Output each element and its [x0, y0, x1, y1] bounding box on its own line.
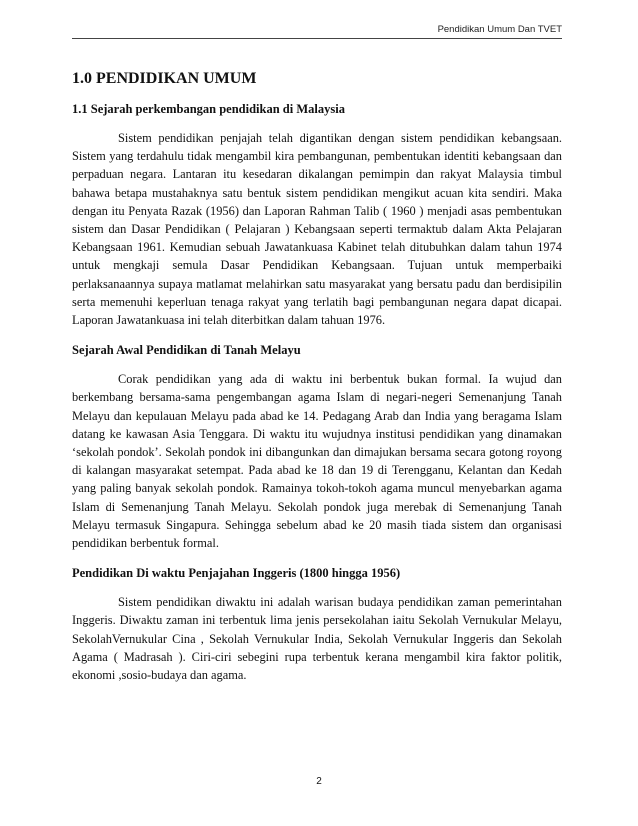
running-header: Pendidikan Umum Dan TVET [437, 24, 562, 35]
page-content [72, 70, 562, 698]
chapter-title: 1.0 PENDIDIKAN UMUM [72, 70, 257, 87]
subsection-title-early-education: Sejarah Awal Pendidikan di Tanah Melayu [72, 343, 301, 358]
subsection-title-colonial-education: Pendidikan Di waktu Penjajahan Inggeris (1800 hingga 1956) [72, 566, 401, 581]
section-paragraph: Sistem pendidikan penjajah telah digantikan dengan sistem pendidikan kebangsaan. Sistem yang terdahulu tidak mengambil kira pembangunan, pembentukan identiti kebangsaan dan perpaduan negara. Lantaran itu kesedaran dikalangan pemimpin dan rakyat Malaysia timbul bahawa betapa mustahaknya satu bentuk sistem pendidikan mengikut acuan kita sendiri. Maka dengan itu Penyata Razak (1956) dan Laporan Rahman Talib ( 1960 ) menjadi asas pembentukan sistem dan Dasar Pendidikan ( Pelajaran ) Kebangsaan seperti termaktub dalam Akta Pelajaran Kebangsaan 1961. Kemudian sebuah Jawatankuasa Kabinet telah ditubuhkan dalam tahun 1974 untuk mengkaji semula Dasar Pendidikan Kebangsaan. Tujuan untuk memperbaiki perlaksanaannya supaya matlamat melahirkan satu masyarakat yang bersatu padu dan berdisipilin serta memenuhi keperluan tenaga rakyat yang terlatih bagi pembangunan negara dapat dicapai. Laporan Jawatankuasa ini telah diterbitkan dalam tahuan 1976. [72, 131, 562, 328]
page-number: 2 [316, 776, 322, 787]
subsection-paragraph-early-education: Corak pendidikan yang ada di waktu ini berbentuk bukan formal. Ia wujud dan berkembang bersama-sama pengembangan agama Islam di negari-negeri Semenanjung Tanah Melayu dan kepulauan Melayu pada abad ke 14. Pedagang Arab dan India yang beragama Islam datang ke kawasan Asia Tenggara. Di waktu itu wujudnya institusi pendidikan yang dinamakan ‘sekolah pondok’. Sekolah pondok ini dibangunkan dan dimajukan bersama secara gotong royong di kalangan masyarakat setempat. Pada abad ke 18 dan 19 di Terengganu, Kelantan dan Kedah yang paling banyak sekolah pondok. Ramainya tokoh-tokoh agama muncul menyebarkan agama Islam di Semenanjung Tanah Melayu. Sekolah pondok juga merebak di Semenanjung Tanah Melayu termasuk Singapura. Sehingga sebelum abad ke 20 masih tiada sistem dan organisasi pendidikan berbentuk formal. [72, 372, 562, 551]
subsection-paragraph-colonial-education: Sistem pendidikan diwaktu ini adalah warisan budaya pendidikan zaman pemerintahan Inggeris. Diwaktu zaman ini terbentuk lima jenis persekolahan iaitu Sekolah Vernukular Melayu, SekolahVernukular Cina , Sekolah Vernukular India, Sekolah Vernukular Inggeris dan Sekolah Agama ( Madrasah ). Ciri-ciri sebegini rupa terbentuk kerana mengambil kira faktor politik, ekonomi ,sosio-budaya dan agama. [72, 595, 562, 683]
header-rule [72, 38, 562, 39]
section-title: 1.1 Sejarah perkembangan pendidikan di Malaysia [72, 102, 345, 116]
